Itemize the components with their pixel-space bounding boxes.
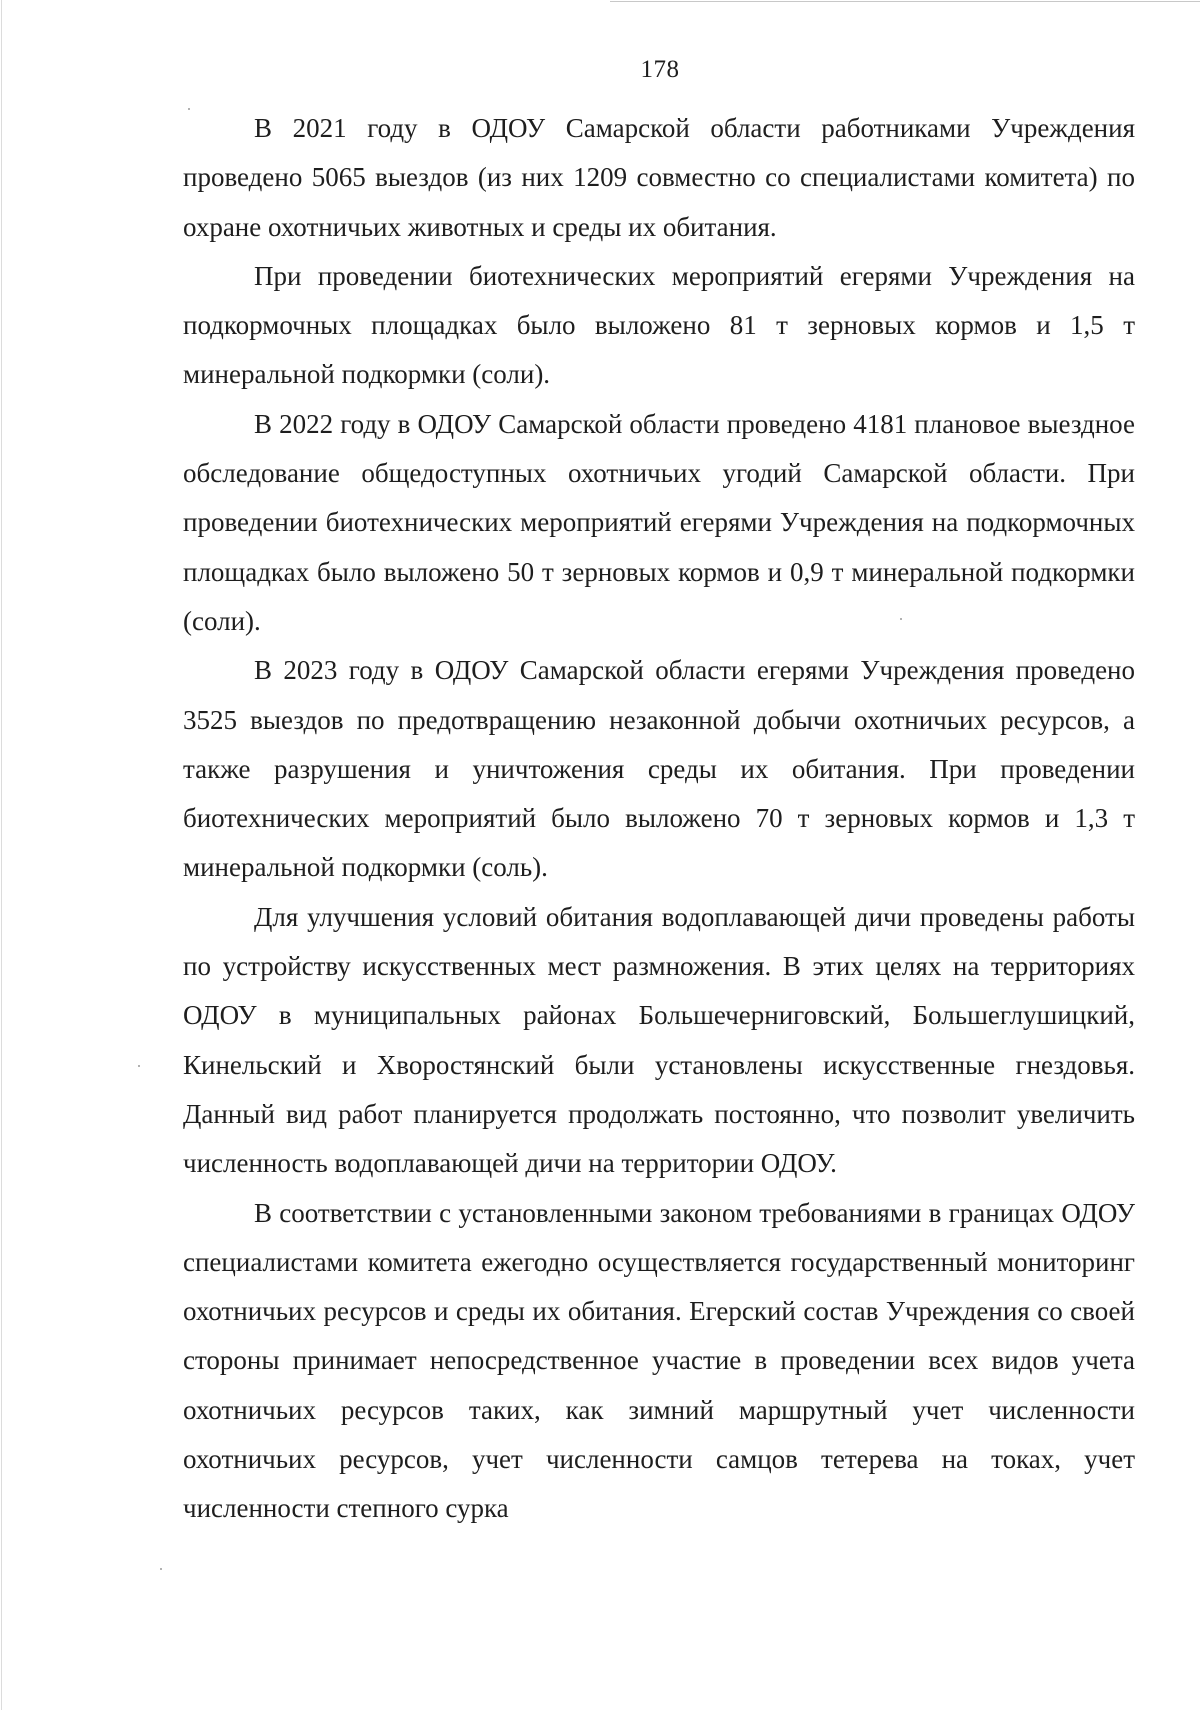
scan-speck — [188, 108, 190, 110]
paragraph-biotech-feeding: При проведении биотехнических мероприятий егерями Учреждения на подкормочных площадках было выложено 81 т зерновых кормов и 1,5 т минеральной подкормки (соли). — [183, 260, 1135, 390]
scan-speck — [138, 1065, 140, 1067]
scan-speck — [160, 1568, 162, 1570]
scan-edge-top — [610, 1, 1200, 2]
paragraph-waterfowl: Для улучшения условий обитания водоплавающей дичи проведены работы по устройству искусственных мест размножения. В этих целях на территориях ОДОУ в муниципальных районах Большечерниговский, Большеглушицкий, Кинельский и Хворостянский были установлены искусственные гнездовья. Данный вид работ планируется продолжать постоянно, что позволит увеличить численность водоплавающей дичи на территории ОДОУ. — [183, 901, 1135, 1179]
body-text — [183, 104, 1135, 1534]
scan-speck — [900, 618, 902, 620]
scan-edge-left — [1, 0, 2, 1710]
paragraph-2023: В 2023 году в ОДОУ Самарской области егерями Учреждения проведено 3525 выездов по предотвращению незаконной добычи охотничьих ресурсов, а также разрушения и уничтожения среды их обитания. При проведении биотехнических мероприятий было выложено 70 т зерновых кормов и 1,3 т минеральной подкормки (соль). — [183, 655, 1135, 883]
page-number: 178 — [640, 56, 680, 83]
paragraph-2021: В 2021 году в ОДОУ Самарской области работниками Учреждения проведено 5065 выездов (из них 1209 совместно со специалистами комитета) по охране охотничьих животных и среды их обитания. — [183, 113, 1135, 242]
paragraph-monitoring: В соответствии с установленными законом требованиями в границах ОДОУ специалистами комитета ежегодно осуществляется государственный мониторинг охотничьих ресурсов и среды их обитания. Егерский состав Учреждения со своей стороны принимает непосредственное участие в проведении всех видов учета охотничьих ресурсов таких, как зимний маршрутный учет численности охотничьих ресурсов, учет численности самцов тетерева на токах, учет численности степного сурка — [183, 1197, 1135, 1524]
paragraph-2022: В 2022 году в ОДОУ Самарской области проведено 4181 плановое выездное обследование общедоступных охотничьих угодий Самарской области. При проведении биотехнических мероприятий егерями Учреждения на подкормочных площадках было выложено 50 т зерновых кормов и 0,9 т минеральной подкормки (соли). — [183, 408, 1135, 636]
